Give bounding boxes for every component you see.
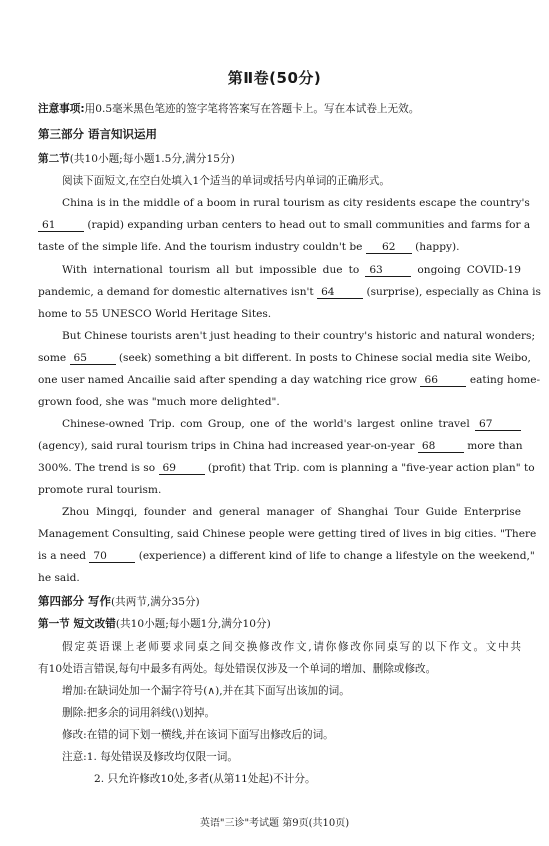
part4-heading: 第四部分 写作 [38,594,112,608]
passage-line-10: grown food, she was "much more delighted". [38,396,280,408]
passage-text: (experience) a different kind of life to change a lifestyle on the weekend," [138,550,535,562]
passage-line-9 [38,373,541,387]
blank-63[interactable]: 63 [365,264,411,277]
blank-70[interactable]: 70 [89,550,135,563]
part4-paragraph-2: 有10处语言错误,每句中最多有两处。每处错误仅涉及一个单词的增加、删除或修改。 [38,663,437,675]
rule-delete: 删除:把多余的词用斜线(\)划掉。 [62,707,216,719]
passage-line-17 [38,549,535,563]
notice-line [38,102,521,116]
note-2: 2. 只允许修改10处,多者(从第11处起)不计分。 [94,773,316,785]
section2-label: 第二节 [38,153,70,165]
part4-heading-line [38,594,521,609]
passage-text: (agency), said rural tourism trips in China had increased year-on-year [38,440,415,452]
passage-text: one user named Ancailie said after spending a day watching rice grow [38,374,418,386]
passage-line-1: China is in the middle of a boom in rural tourism as city residents escape the country's [62,197,530,209]
section2-info: (共10小题;每小题1.5分,满分15分) [69,153,235,165]
blank-64[interactable]: 64 [317,286,363,299]
blank-68[interactable]: 68 [418,440,464,453]
page-title: 第Ⅱ卷(50分) [227,69,322,87]
rule-add: 增加:在缺词处加一个漏字符号(∧),并在其下面写出该加的词。 [62,685,350,697]
page-footer: 英语"三诊"考试题 第9页(共10页) [199,818,350,829]
passage-text: eating home- [469,374,541,386]
passage-text: pandemic, a demand for domestic alternatives isn't [38,286,314,298]
blank-67[interactable]: 67 [475,418,521,431]
passage-line-12 [38,439,521,453]
passage-text: (surprise), especially as China is [366,286,541,298]
passage-line-14: promote rural tourism. [38,484,162,496]
passage-text: (rapid) expanding urban centers to head out to small communities and farms for a [87,219,531,231]
passage-line-3 [38,240,521,254]
blank-61[interactable]: 61 [38,219,84,232]
passage-line-6: home to 55 UNESCO World Heritage Sites. [38,308,272,320]
passage-line-18: he said. [38,572,80,584]
passage-line-15: Zhou Mingqi, founder and general manager of Shanghai Tour Guide Enterprise [62,506,521,518]
rule-modify: 修改:在错的词下划一横线,并在该词下面写出修改后的词。 [62,729,334,741]
passage-text: 300%. The trend is so [38,462,156,474]
note-1: 注意:1. 每处错误及修改均仅限一词。 [62,751,238,763]
passage-text: (seek) something a bit different. In posts to Chinese social media site Weibo, [118,352,531,364]
part3-instruction: 阅读下面短文,在空白处填入1个适当的单词或括号内单词的正确形式。 [62,175,390,187]
passage-line-2 [38,218,531,232]
part4-heading-info: (共两节,满分35分) [111,596,200,608]
passage-line-5 [38,285,541,299]
section1-label: 第一节 短文改错 [38,618,116,630]
blank-62[interactable]: 62 [366,241,412,254]
part4-paragraph-1: 假定英语课上老师要求同桌之间交换修改作文,请你修改你同桌写的以下作文。文中共 [62,641,521,653]
passage-line-4 [62,263,521,277]
passage-text: more than [467,440,523,452]
passage-text: (happy). [415,241,460,253]
passage-text: is a need [38,550,87,562]
part3-heading: 第三部分 语言知识运用 [38,127,158,141]
section1-info: (共10小题;每小题1分,满分10分) [115,618,271,630]
passage-text: Chinese-owned Trip. com Group, one of the world's largest online travel [62,418,470,430]
passage-line-7: But Chinese tourists aren't just heading to their country's historic and natural wonders; [62,330,536,342]
part4-section1-line [38,617,521,631]
blank-66[interactable]: 66 [420,374,466,387]
blank-69[interactable]: 69 [159,462,205,475]
notice-text: 用0.5毫米黑色笔迹的签字笔将答案写在答题卡上。写在本试卷上无效。 [84,103,420,115]
passage-text: (profit) that Trip. com is planning a "five-year action plan" to [207,462,535,474]
passage-line-11 [62,417,521,431]
passage-line-13 [38,461,535,475]
blank-65[interactable]: 65 [70,352,116,365]
passage-text: taste of the simple life. And the tourism industry couldn't be [38,241,363,253]
passage-line-8 [38,351,531,365]
notice-label: 注意事项: [38,103,85,115]
passage-text: ongoing COVID-19 [417,264,521,276]
passage-text: With international tourism all but impossible due to [62,264,360,276]
part3-section2-line [38,152,521,166]
passage-text: some [38,352,67,364]
passage-line-16: Management Consulting, said Chinese people were getting tired of lives in big cities. "There [38,528,537,540]
